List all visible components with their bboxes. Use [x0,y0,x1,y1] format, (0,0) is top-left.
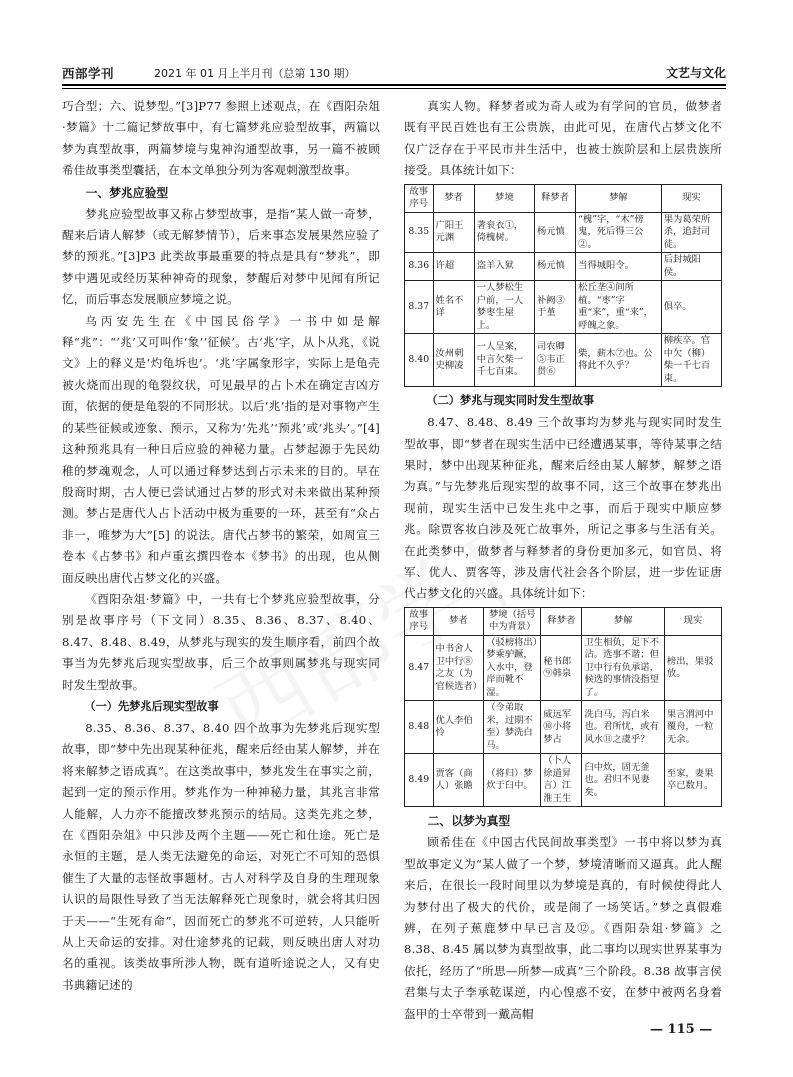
table-header-cell: 梦解 [582,607,664,635]
table-header-cell: 梦解 [576,184,662,212]
table-cell: 8.48 [405,701,434,754]
table-row [405,281,722,334]
table-cell: 盗羊入狱 [474,253,534,281]
table-cell: 榜出，果驳放。 [664,635,721,701]
table-cell: （将归）梦炊于臼中。 [484,754,541,807]
table-cell: 柳疾卒。官中欠（柳）柴一千七百束。 [661,334,721,387]
table-cell: “槐”字，“木”傍鬼，死后得三公②。 [576,212,662,253]
table-cell: 果言渭河中覆舟，一粒无余。 [664,701,721,754]
table-cell: 广阳王元渊 [433,212,474,253]
table-row [405,253,722,281]
right-column [404,96,722,1025]
paragraph: 《酉阳杂俎·梦篇》中，一共有七个梦兆应验型故事，分别是故事序号（下文同）8.35、8.36、8.37、8.40、8.47、8.48、8.49，从梦兆与现实的发生顺序看，前四个故事当为先梦兆后现实型故事，后三个故事则属梦兆与现实同时发生型故事。 [62,591,380,692]
paragraph: 8.47、8.48、8.49 三个故事均为梦兆与现实同时发生型故事，即“梦者在现实生活中已经遭遇某事，等待某事之结果时，梦中出现某种征兆，醒来后经由某人解梦，解梦之语为真。”与先梦兆后现实型的故事不同，这三个故事在梦兆出现前，现实生活中已发生兆中之事，而后于现实中顺应梦兆。除贾客妆白涉及死亡故事外，所记之事多与生活有关。在此类梦中，做梦者与释梦者的身份更加多元，如官员、将军、优人、贾客等，涉及唐代社会各个阶层，进一步佐证唐代占梦文化的兴盛。具体统计如下： [404,415,722,601]
table-cell: 8.37 [405,281,434,334]
table-header-cell: 释梦者 [541,607,582,635]
table-row [405,701,722,754]
section-heading: 二、以梦为真型 [427,814,511,829]
section-title: 文艺与文化 [665,66,726,80]
table-cell: 一人梦松生户前，一人梦枣生屋上。 [474,281,534,334]
subsection-heading: （一）先梦兆后现实型故事 [84,699,219,713]
table-cell: 中书舍人卫中行⑧之友（为官候选者） [433,635,484,701]
table-cell: 8.35 [405,212,434,253]
section-heading: 一、梦兆应验型 [85,185,169,200]
paragraph: 乌丙安先生在《中国民俗学》一书中如是解释“兆”：“‘兆’又可叫作‘象’‘征候’。古‘兆’字，从卜从兆，《说文》上的释义是‘灼龟坼也’。‘兆’字属象形字，实际上是龟壳被火烧而出现的龟裂纹状，可见最早的占卜术在确定吉凶方面，依据的便是龟裂的不同形状。以后‘兆’指的是对事物产生的某些征候或迹象、预示，又称为‘先兆’‘预兆’或‘兆头’。”[4] 这种预兆具有一种日后应验的神秘力量。占梦起源于先民幼稚的梦魂观念，人可以通过释梦达到占示未来的目的。早在殷商时期，古人便已尝试通过占梦的形式对未来做出某种预测。梦占是唐代人占卜活动中极为重要的一环，甚至有“众占非一，唯梦为大”[5] 的说法。唐代占梦书的繁荣，如周宣三卷本《占梦书》和卢重玄撰四卷本《梦书》的出现，也从侧面反映出唐代占梦文化的兴盛。 [62,313,380,585]
table-header-cell: 梦境（括号中为背景） [484,607,541,635]
table-cell: 8.49 [405,754,434,807]
table-cell: （驳榜将出）梦乘驴蹶，入水中，登岸而靴不湿。 [484,635,541,701]
table-cell: 威远军⑩小将梦占 [541,701,582,754]
table-row [405,635,722,701]
paragraph: 顾希佳在《中国古代民间故事类型》一书中将以梦为真型故事定义为“某人做了一个梦，梦境清晰而又逼真。此人醒来后，在很长一段时间里以为梦境是真的，有时候使得此人为梦付出了极大的代价，或是闹了一场笑话。”梦之真假难辨，在列子蕉鹿梦中早已言及⑫。《酉阳杂俎·梦篇》之 8.38、8.45 属以梦为真型故事，此二事均以现实世界某事为依托，经历了“所思—所梦—成真”三个阶段。8.38 故事言侯君集与太子李承乾谋逆，内心惶惑不安，在梦中被两名身着盔甲的士卒带到一戴高帽 [404,835,722,1021]
table-cell: 至家，妻果卒已数月。 [664,754,721,807]
table-cell: 臼中炊，固无釜也。君归不见妻矣。 [582,754,664,807]
paragraph: 8.35、8.36、8.37、8.40 四个故事为先梦兆后现实型故事，即“梦中先出现某种征兆，醒来后经由某人解梦，并在将来解梦之语成真”。在这类故事中，梦兆发生在事实之前，起到一定的预示作用。梦兆作为一种神秘力量，其兆言非常人能解，人力亦不能擅改梦兆预示的结局。这类先兆之梦，在《酉阳杂俎》中只涉及两个主题——死亡和仕途。死亡是永恒的主题，是人类无法避免的命运，对死亡不可知的恐惧催生了大量的志怪故事题材。古人对科学及自身的生理现象认识的局限性导致了当无法解释死亡现象时，就会将其归因于天——“生死有命”，因而死亡的梦兆不可逆转，人只能听从上天命运的安排。对仕途梦兆的记载，则反映出唐人对功名的重视。该类故事所涉人物，既有道听途说之人，又有史书典籍记述的 [62,720,380,992]
header-rule [62,84,726,86]
table-cell: 一人呈案，中言欠柴一千七百束。 [474,334,534,387]
table-cell: 果为葛荣所杀，追封司徒。 [661,212,721,253]
paragraph: 真实人物。释梦者或为奇人或为有学问的官员，做梦者既有平民百姓也有王公贵族，由此可见，在唐代占梦文化不仅广泛存在于平民市井生活中，也被士族阶层和上层贵族所接受。具体统计如下： [404,99,722,178]
table-cell: 柴，薪木⑦也。公将此不久乎？ [576,334,662,387]
table-cell: 松丘垄④间所植。“枣”字重“来”，重“来”，呼魄之象。 [576,281,662,334]
table-header-cell: 梦者 [433,607,484,635]
table-cell: 8.36 [405,253,434,281]
table-cell: 许超 [433,253,474,281]
table-cell: 秘书郎⑨韩泉 [541,635,582,701]
table-cell: 司农卿⑤韦正贯⑥ [534,334,575,387]
table-header-row [405,184,722,212]
table-cell: 后封城阳侯。 [661,253,721,281]
page-number: — 115 — [650,1022,713,1037]
header-rule-thin [62,88,726,89]
table-cell: 贾客（商人）张瞻 [433,754,484,807]
table-cell: 俱卒。 [661,281,721,334]
table-cell: 8.47 [405,635,434,701]
table-header-cell: 释梦者 [534,184,575,212]
table-cell: （卜人徐道昇言）江淮王生 [541,754,582,807]
table-row [405,212,722,253]
table-cell: 补阙③于堇 [534,281,575,334]
left-column [62,96,380,996]
table-header-cell: 故事序号 [405,607,434,635]
table-header-cell: 梦境 [474,184,534,212]
subsection-heading: （二）梦兆与现实同时发生型故事 [426,394,595,408]
paragraph: 巧合型；六、说梦型。”[3]P77 参照上述观点，在《酉阳杂俎·梦篇》十二篇记梦故事中，有七篇梦兆应验型故事，两篇以梦为真型故事，两篇梦境与鬼神沟通型故事，另一篇不被顾希佳故事类型囊括，在本文单独分列为客观刺激型故事。 [62,99,380,178]
table-cell: 当得城阳令。 [576,253,662,281]
table-header-cell: 现实 [664,607,721,635]
table-cell: 杨元慎 [534,253,575,281]
table-row [405,334,722,387]
table-row [405,754,722,807]
journal-title: 西部学刊 [62,66,115,81]
table-header-cell: 现实 [661,184,721,212]
paragraph: 梦兆应验型故事又称占梦型故事，是指“某人做一奇梦，醒来后请人解梦（或无解梦情节），后来事态发展果然应验了梦的预兆。”[3]P3 此类故事最重要的特点是具有“梦兆”，即梦中遇见或经历某种神奇的现象，梦醒后对梦中见闻有所记忆，而后事态发展顺应梦境之说。 [62,206,380,307]
table-cell: 卫生相负，足下不沾。选事不谐；但卫中行有负承诺，候选的事情没指望了。 [582,635,664,701]
table-cell: 汝州刺史柳凌 [433,334,474,387]
page-header [62,62,726,82]
table-header-row [405,607,722,635]
table-cell: 8.40 [405,334,434,387]
table-cell: 洗白马，泻白米也。君所忧，或有风水⑪之虞乎？ [582,701,664,754]
issue-info: 2021 年 01 月上半月刊（总第 130 期） [154,67,356,80]
table-cell: 杨元慎 [534,212,575,253]
table-cell: 姓名不详 [433,281,474,334]
table-cell: 著衮衣①，倚槐树。 [474,212,534,253]
table-header-cell: 故事序号 [405,184,434,212]
dream-table-2 [404,607,722,808]
table-cell: （令弟取米，过期不至）梦洗白马。 [484,701,541,754]
table-cell: 优人李伯怜 [433,701,484,754]
dream-table-1 [404,184,722,388]
table-header-cell: 梦者 [433,184,474,212]
